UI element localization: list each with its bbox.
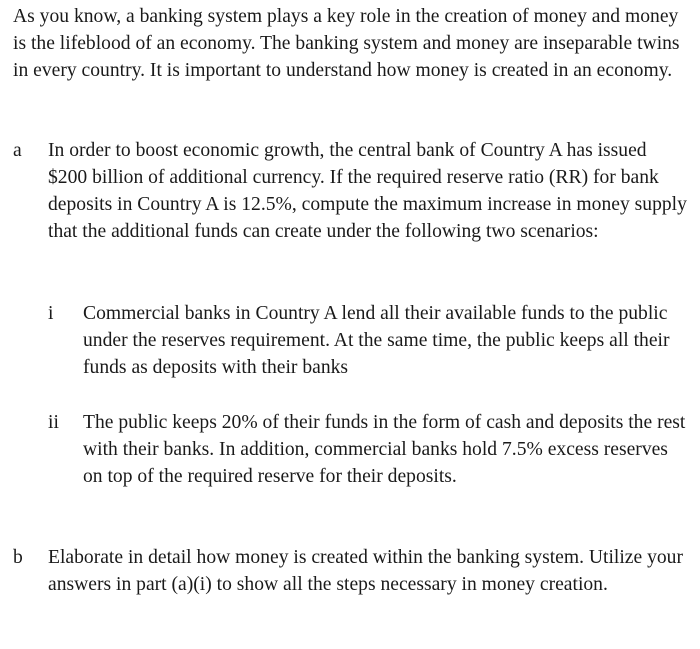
subquestion-a-i-marker: i — [48, 303, 54, 324]
question-b-marker: b — [13, 547, 23, 568]
question-a-text: In order to boost economic growth, the central bank of Country A has issued $200 billion of additional currency. If the required reserve ratio (RR) for bank deposits in Country A is 12.5%, compute the maximum increase in money supply that the additional funds can create under the following two scenarios: — [48, 140, 687, 242]
subquestion-a-ii-marker: ii — [48, 412, 59, 433]
question-a-marker: a — [13, 140, 22, 161]
question-a — [13, 137, 688, 245]
subquestion-a-i — [48, 300, 688, 381]
subquestion-a-ii-text: The public keeps 20% of their funds in the form of cash and deposits the rest with their banks. In addition, commercial banks hold 7.5% excess reserves on top of the required reserve for their deposits. — [83, 412, 686, 487]
subquestion-a-ii — [48, 409, 688, 490]
intro-paragraph: As you know, a banking system plays a key role in the creation of money and money is the lifeblood of an economy. The banking system and money are inseparable twins in every country. It is important to understand how money is created in an economy. — [13, 6, 680, 81]
question-b — [13, 544, 688, 598]
subquestion-a-i-text: Commercial banks in Country A lend all their available funds to the public under the reserves requirement. At the same time, the public keeps all their funds as deposits with their banks — [83, 303, 670, 378]
question-b-text: Elaborate in detail how money is created within the banking system. Utilize your answers in part (a)(i) to show all the steps necessary in money creation. — [48, 547, 683, 595]
